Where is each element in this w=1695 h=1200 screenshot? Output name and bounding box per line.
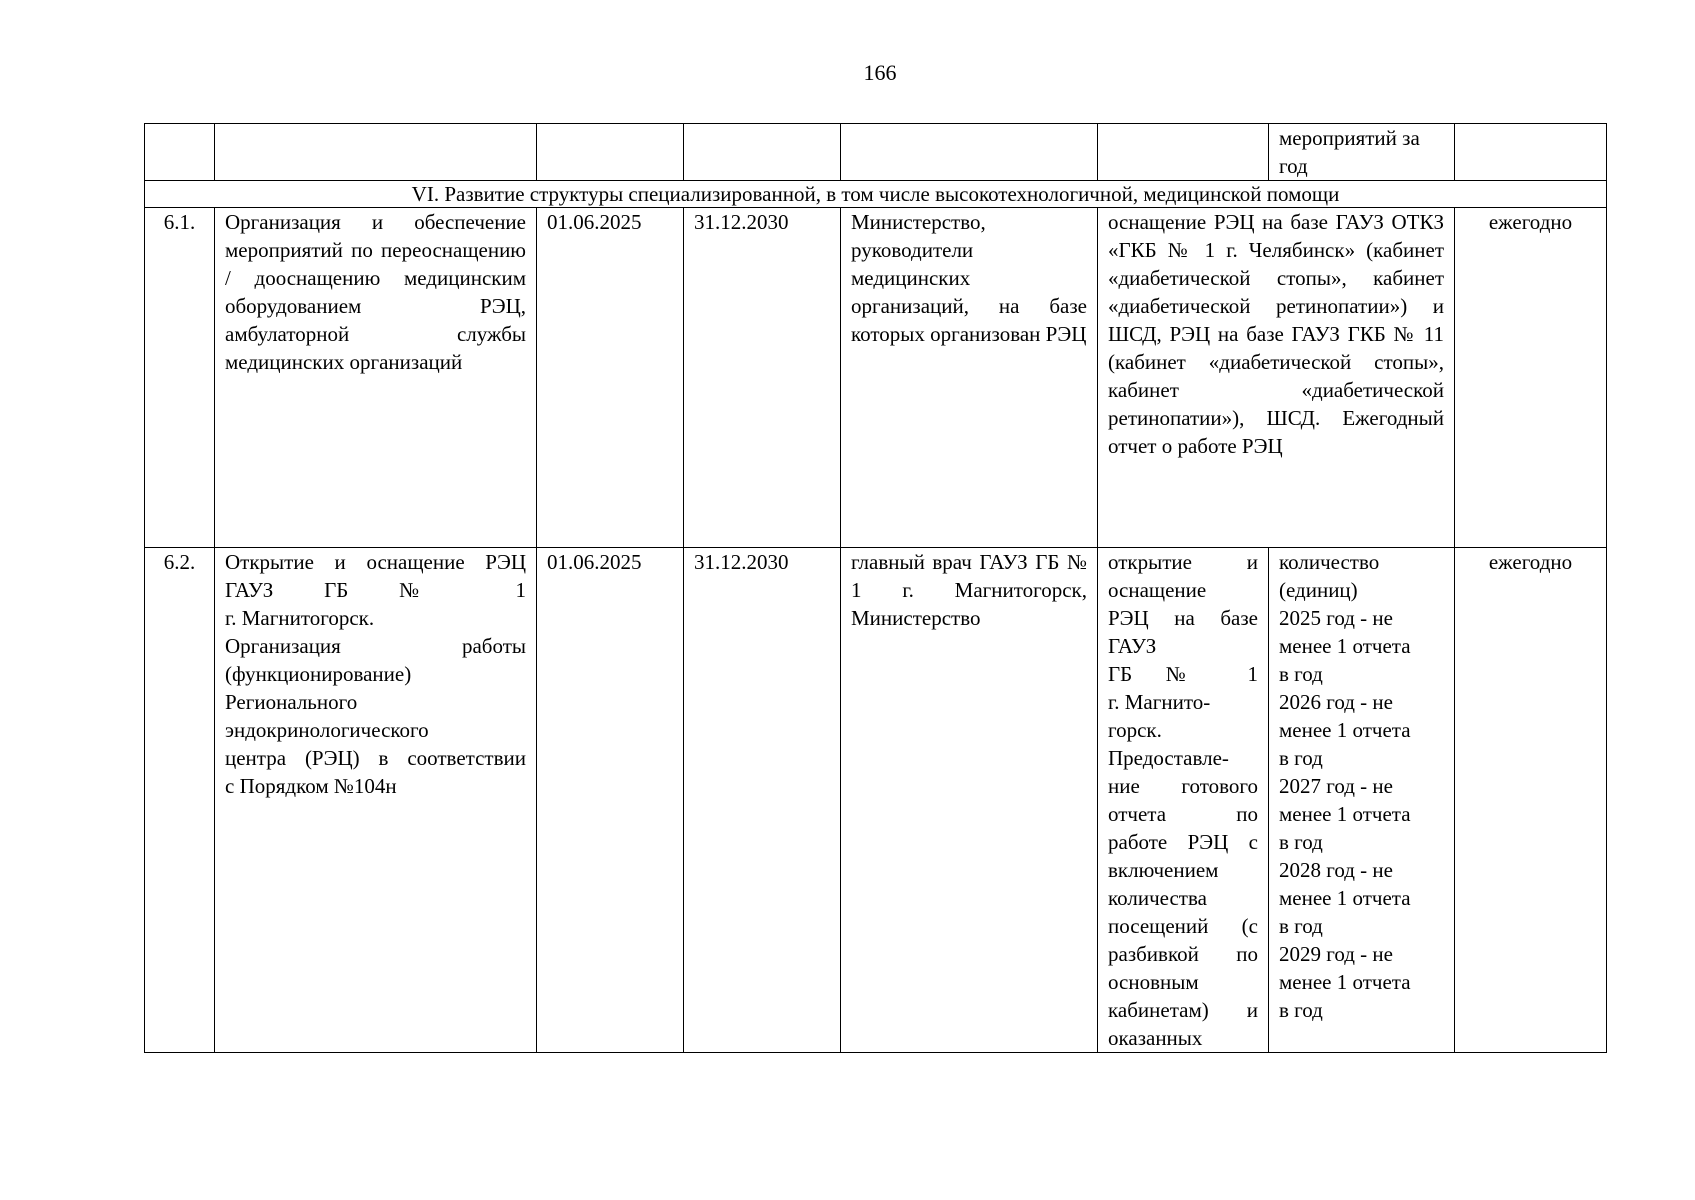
text-line: Регионального: [225, 690, 358, 714]
text-line: в год: [1279, 662, 1323, 686]
text-line: кабинетам) и: [1108, 998, 1258, 1022]
text-line: в год: [1279, 830, 1323, 854]
responsible-party: Министерство, руководители медицинских организаций, на базе которых организован РЭЦ: [841, 208, 1098, 548]
text-line: ние готового: [1108, 774, 1258, 798]
frequency: ежегодно: [1455, 208, 1607, 548]
section-title: VI. Развитие структуры специализированной, в том числе высокотехнологичной, медицинской помощи: [145, 181, 1607, 208]
text-line: открытие и: [1108, 550, 1258, 574]
activity-name: Организация и обеспечение мероприятий по переоснащению / дооснащению медицинским оборудованием РЭЦ, амбулаторной службы медицинских организаций: [215, 208, 537, 548]
end-date: 31.12.2030: [684, 548, 841, 1053]
text-line: менее 1 отчета: [1279, 886, 1411, 910]
activity-name: [215, 548, 537, 1053]
start-date: 01.06.2025: [537, 548, 684, 1053]
header-cell-start: [537, 124, 684, 181]
table-row: [145, 208, 1607, 548]
text-line: количества: [1108, 886, 1207, 910]
text-line: г. Магнито-: [1108, 690, 1211, 714]
text-line: 2027 год - не: [1279, 774, 1393, 798]
text-line: оснащение: [1108, 578, 1207, 602]
text-line: центра (РЭЦ) в соответствии: [225, 746, 526, 770]
text-line: оказанных: [1108, 1026, 1203, 1050]
responsible-party: главный врач ГАУЗ ГБ № 1 г. Магнитогорск, Министерство: [841, 548, 1098, 1053]
header-cell-responsible: [841, 124, 1098, 181]
frequency: ежегодно: [1455, 548, 1607, 1053]
text-line: в год: [1279, 746, 1323, 770]
text-line: менее 1 отчета: [1279, 970, 1411, 994]
text-line: основным: [1108, 970, 1199, 994]
text-line: горск.: [1108, 718, 1162, 742]
text-line: г. Магнитогорск.: [225, 606, 375, 630]
text-line: ГБ № 1: [1108, 662, 1258, 686]
section-row: [145, 181, 1607, 208]
text-line: менее 1 отчета: [1279, 634, 1411, 658]
header-cell-frequency: [1455, 124, 1607, 181]
page-number: 166: [863, 60, 897, 85]
text-line: посещений (с: [1108, 914, 1258, 938]
text-line: в год: [1279, 914, 1323, 938]
header-cell-result: [1098, 124, 1269, 181]
activity-plan-table: [144, 123, 1607, 1053]
text-line: ГАУЗ ГБ № 1: [225, 578, 526, 602]
text-line: эндокринологического: [225, 718, 429, 742]
header-continuation-row: [145, 124, 1607, 181]
end-date: 31.12.2030: [684, 208, 841, 548]
text-line: РЭЦ на базе: [1108, 606, 1258, 630]
row-number: 6.2.: [145, 548, 215, 1053]
header-indicator-line: год: [1279, 154, 1308, 178]
text-line: количество: [1279, 550, 1380, 574]
text-line: включением: [1108, 858, 1219, 882]
table-row: [145, 548, 1607, 1053]
text-line: (функционирование): [225, 662, 412, 686]
text-line: Открытие и оснащение РЭЦ: [225, 550, 526, 574]
text-line: Организация работы: [225, 634, 526, 658]
text-line: менее 1 отчета: [1279, 802, 1411, 826]
row-number: 6.1.: [145, 208, 215, 548]
text-line: с Порядком №104н: [225, 774, 397, 798]
header-cell-num: [145, 124, 215, 181]
text-line: (единиц): [1279, 578, 1358, 602]
text-line: разбивкой по: [1108, 942, 1258, 966]
text-line: отчета по: [1108, 802, 1258, 826]
start-date: 01.06.2025: [537, 208, 684, 548]
expected-result: оснащение РЭЦ на базе ГАУЗ ОТКЗ «ГКБ № 1 г. Челябинск» (кабинет «диабетической стопы», кабинет «диабетической ретинопатии») и ШСД, РЭЦ на базе ГАУЗ ГКБ № 11 (кабинет «диабетической стопы», кабинет «диабетической ретинопатии»), ШСД. Ежегодный отчет о работе РЭЦ: [1098, 208, 1455, 548]
text-line: работе РЭЦ с: [1108, 830, 1258, 854]
header-cell-end: [684, 124, 841, 181]
text-line: ГАУЗ: [1108, 634, 1157, 658]
header-cell-name: [215, 124, 537, 181]
text-line: в год: [1279, 998, 1323, 1022]
text-line: 2028 год - не: [1279, 858, 1393, 882]
text-line: 2025 год - не: [1279, 606, 1393, 630]
text-line: менее 1 отчета: [1279, 718, 1411, 742]
text-line: 2026 год - не: [1279, 690, 1393, 714]
header-indicator-line: мероприятий за: [1279, 126, 1420, 150]
target-indicator: [1269, 548, 1455, 1053]
text-line: 2029 год - не: [1279, 942, 1393, 966]
header-cell-indicator: [1269, 124, 1455, 181]
expected-result: [1098, 548, 1269, 1053]
text-line: Предоставле-: [1108, 746, 1229, 770]
